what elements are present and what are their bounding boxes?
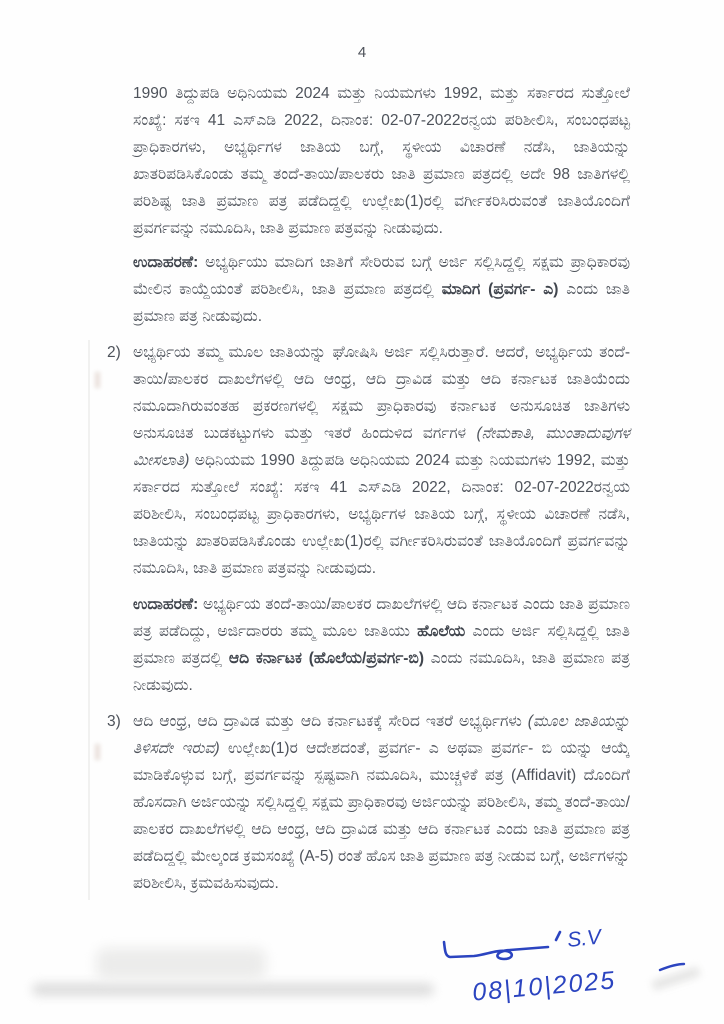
item-3-italic-note: (ಮೂಲ ಜಾತಿಯನ್ನು ತಿಳಿಸದೇ ಇರುವ): [133, 713, 630, 757]
example-2-text: ಅಭ್ಯರ್ಥಿಯ ತಂದೆ-ತಾಯಿ/ಪಾಲಕರ ದಾಖಲೆಗಳಲ್ಲಿ ಆದಿ ಕರ್ನಾಟಕ ಎಂದು ಜಾತಿ ಪ್ರಮಾಣ ಪತ್ರ ಪಡೆದಿದ್ದು, ಅರ್ಜಿದಾರರು ತಮ್ಮ ಮೂಲ ಜಾತಿಯು: [133, 596, 630, 640]
example-2-bold-category: ಆದಿ ಕರ್ನಾಟಕ (ಹೊಲೆಯ/ಪ್ರವರ್ಗ-ಬಿ): [228, 650, 424, 667]
item-2-text-end: ಅಧಿನಿಯಮ 1990 ತಿದ್ದುಪಡಿ ಅಧಿನಿಯಮ 2024 ಮತ್ತು ನಿಯಮಗಳು 1992, ಮತ್ತು ಸರ್ಕಾರದ ಸುತ್ತೋಲೆ ಸಂಖ್ಯೆ: ಸಕಇ 41 ಎಸ್‌ಎಡಿ 2022, ದಿನಾಂಕ: 02-07-2022ರನ್ವಯ ಪರಿಶೀಲಿಸಿ, ಸಂಬಂಧಪಟ್ಟ ಪ್ರಾಧಿಕಾರಗಳು, ಅಭ್ಯರ್ಥಿಗಳ ಜಾತಿಯ ಬಗ್ಗೆ, ಸ್ಥಳೀಯ ವಿಚಾರಣೆ ನಡೆಸಿ, ಜಾತಿಯನ್ನು ಖಾತರಿಪಡಿಸಿಕೊಂಡು ಉಲ್ಲೇಖ(1)ರಲ್ಲಿ ವರ್ಗೀಕರಿಸಿರುವಂತೆ ಜಾತಿಯೊಂದಿಗೆ ಪ್ರವರ್ಗವನ್ನು ನಮೂದಿಸಿ, ಜಾತಿ ಪ್ರಮಾಣ ಪತ್ರವನ್ನು ನೀಡುವುದು.: [133, 452, 630, 577]
example-1-paragraph: [133, 249, 630, 330]
item-3-text-end: ಉಲ್ಲೇಖ(1)ರ ಆದೇಶದಂತೆ, ಪ್ರವರ್ಗ- ಎ ಅಥವಾ ಪ್ರವರ್ಗ- ಬಿ ಯನ್ನು ಆಯ್ಕೆ ಮಾಡಿಕೊಳ್ಳುವ ಬಗ್ಗೆ, ಪ್ರವರ್ಗವನ್ನು ಸ್ಪಷ್ಟವಾಗಿ ನಮೂದಿಸಿ, ಮುಚ್ಚಳಿಕೆ ಪತ್ರ (Affidavit) ದೊಂದಿಗೆ ಹೊಸದಾಗಿ ಅರ್ಜಿಯನ್ನು ಸಲ್ಲಿಸಿದ್ದಲ್ಲಿ ಸಕ್ಷಮ ಪ್ರಾಧಿಕಾರವು ಅರ್ಜಿಯನ್ನು ಪರಿಶೀಲಿಸಿ, ತಮ್ಮ ತಂದೆ-ತಾಯಿ/ಪಾಲಕರ ದಾಖಲೆಗಳಲ್ಲಿ ಆದಿ ಆಂಧ್ರ, ಆದಿ ದ್ರಾವಿಡ ಮತ್ತು ಆದಿ ಕರ್ನಾಟಕ ಎಂದು ಜಾತಿ ಪ್ರಮಾಣ ಪತ್ರ ಪಡೆದಿದ್ದಲ್ಲಿ ಮೇಲ್ಕಂಡ ಕ್ರಮಸಂಖ್ಯೆ (A-5) ರಂತೆ ಹೊಸ ಜಾತಿ ಪ್ರಮಾಣ ಪತ್ರ ನೀಡುವ ಬಗ್ಗೆ, ಅರ್ಜಿಗಳನ್ನು ಪರಿಶೀಲಿಸಿ, ಕ್ರಮವಹಿಸುವುದು.: [133, 740, 630, 892]
example-2-bold-caste: ಹೊಲೆಯ: [417, 623, 466, 640]
scan-shadow-artifact: [32, 983, 434, 996]
item-3-text: ಆದಿ ಆಂಧ್ರ, ಆದಿ ದ್ರಾವಿಡ ಮತ್ತು ಆದಿ ಕರ್ನಾಟಕಕ್ಕೆ ಸೇರಿದ ಇತರೆ ಅಭ್ಯರ್ಥಿಗಳು: [133, 713, 528, 730]
paragraph-continuation: 1990 ತಿದ್ದುಪಡಿ ಅಧಿನಿಯಮ 2024 ಮತ್ತು ನಿಯಮಗಳು 1992, ಮತ್ತು ಸರ್ಕಾರದ ಸುತ್ತೋಲೆ ಸಂಖ್ಯೆ: ಸಕಇ 41 ಎಸ್‌ಎಡಿ 2022, ದಿನಾಂಕ: 02-07-2022ರನ್ವಯ ಪರಿಶೀಲಿಸಿ, ಸಂಬಂಧಪಟ್ಟ ಪ್ರಾಧಿಕಾರಗಳು, ಅಭ್ಯರ್ಥಿಗಳ ಜಾತಿಯ ಬಗ್ಗೆ, ಸ್ಥಳೀಯ ವಿಚಾರಣೆ ನಡೆಸಿ, ಜಾತಿಯನ್ನು ಖಾತರಿಪಡಿಸಿಕೊಂಡು ತಮ್ಮ ತಂದೆ-ತಾಯಿ/ಪಾಲಕರು ಜಾತಿ ಪ್ರಮಾಣ ಪತ್ರದಲ್ಲಿ ಅದೇ 98 ಜಾತಿಗಳಲ್ಲಿ ಪರಿಶಿಷ್ಟ ಜಾತಿ ಪ್ರಮಾಣ ಪತ್ರ ಪಡೆದಿದ್ದಲ್ಲಿ ಉಲ್ಲೇಖ(1)ರಲ್ಲಿ ವರ್ಗೀಕರಿಸಿರುವಂತೆ ಜಾತಿಯೊಂದಿಗೆ ಪ್ರವರ್ಗವನ್ನು ನಮೂದಿಸಿ, ಜಾತಿ ಪ್ರಮಾಣ ಪತ್ರವನ್ನು ನೀಡುವುದು.: [133, 85, 630, 237]
example-2-paragraph: [133, 591, 630, 699]
item-3-paragraph: [133, 708, 630, 897]
example-2-label: ಉದಾಹರಣೆ:: [133, 596, 199, 613]
item-2-number: 2): [107, 344, 121, 361]
example-1-label: ಉದಾಹರಣೆ:: [133, 254, 199, 271]
scan-smudge-artifact: [96, 948, 266, 980]
item-2-italic-act-ref: (ನೇಮಕಾತಿ, ಮುಂತಾದುವುಗಳ ಮೀಸಲಾತಿ): [133, 425, 631, 469]
document-body: [107, 80, 631, 906]
signature-date: 08|10|2025: [471, 966, 618, 1007]
scan-seam-artifact: [88, 340, 90, 900]
example-1-bold-caste: ಮಾದಿಗ (ಪ್ರವರ್ಗ- ಎ): [441, 281, 559, 298]
numbered-item-3: [107, 708, 630, 897]
example-1-text: ಅಭ್ಯರ್ಥಿಯು ಮಾದಿಗ ಜಾತಿಗೆ ಸೇರಿರುವ ಬಗ್ಗೆ ಅರ್ಜಿ ಸಲ್ಲಿಸಿದ್ದಲ್ಲಿ ಸಕ್ಷಮ ಪ್ರಾಧಿಕಾರವು ಮೇಲಿನ ಕಾಯ್ದೆಯಂತೆ ಪರಿಶೀಲಿಸಿ, ಜಾತಿ ಪ್ರಮಾಣ ಪತ್ರದಲ್ಲಿ: [133, 254, 630, 298]
numbered-item-2: [107, 339, 631, 582]
example-2-text-end: ಎಂದು ನಮೂದಿಸಿ, ಜಾತಿ ಪ್ರಮಾಣ ಪತ್ರ ನೀಡುವುದು.: [133, 650, 630, 694]
signature-scribble: [444, 942, 548, 959]
signature-date-tail: [660, 964, 684, 970]
signature-initials: S.V: [566, 925, 603, 952]
item-2-paragraph: [133, 339, 630, 582]
item-2-text: ಅಭ್ಯರ್ಥಿಯ ತಮ್ಮ ಮೂಲ ಜಾತಿಯನ್ನು ಘೋಷಿಸಿ ಅರ್ಜಿ ಸಲ್ಲಿಸಿರುತ್ತಾರೆ. ಆದರೆ, ಅಭ್ಯರ್ಥಿಯ ತಂದೆ-ತಾಯಿ/ಪಾಲಕರ ದಾಖಲೆಗಳಲ್ಲಿ ಆದಿ ಆಂಧ್ರ, ಆದಿ ದ್ರಾವಿಡ ಮತ್ತು ಆದಿ ಕರ್ನಾಟಕ ಜಾತಿಯೆಂದು ನಮೂದಾಗಿರುವಂತಹ ಪ್ರಕರಣಗಳಲ್ಲಿ ಸಕ್ಷಮ ಪ್ರಾಧಿಕಾರವು ಕರ್ನಾಟಕ ಅನುಸೂಚಿತ ಜಾತಿಗಳು ಅನುಸೂಚಿತ ಬುಡಕಟ್ಟುಗಳು ಮತ್ತು ಇತರೆ ಹಿಂದುಳಿದ ವರ್ಗಗಳ: [133, 344, 630, 442]
scan-edge-mark: [95, 744, 100, 760]
page-number: 4: [357, 44, 367, 61]
signature-tick: [556, 932, 560, 940]
example-2-text-mid: ಎಂದು ಅರ್ಜಿ ಸಲ್ಲಿಸಿದ್ದಲ್ಲಿ ಜಾತಿ ಪ್ರಮಾಣ ಪತ್ರದಲ್ಲಿ: [133, 623, 630, 667]
scan-edge-mark: [95, 372, 100, 388]
item-3-number: 3): [107, 713, 121, 730]
handwritten-signature: [432, 920, 694, 1020]
example-1-text-end: ಎಂದು ಜಾತಿ ಪ್ರಮಾಣ ಪತ್ರ ನೀಡುವುದು.: [133, 281, 630, 325]
